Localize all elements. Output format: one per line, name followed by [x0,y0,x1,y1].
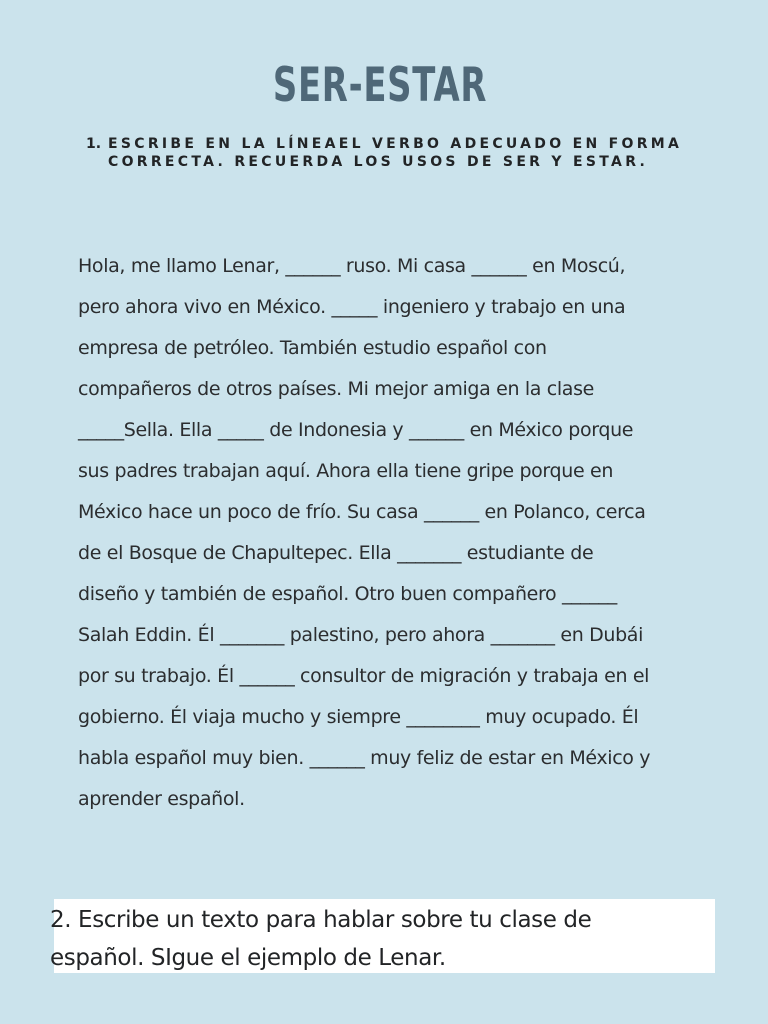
task-2-line-2: español. SIgue el ejemplo de Lenar. [50,945,446,971]
paragraph-line: compañeros de otros países. Mi mejor amiga en la clase [78,378,594,400]
paragraph-line: Salah Eddin. Él _______ palestino, pero ahora _______ en Dubái [78,624,644,646]
instruction-1 [86,135,686,171]
paragraph-line: de el Bosque de Chapultepec. Ella _______ estudiante de [78,542,594,564]
task-2-box [50,899,715,973]
paragraph-line: sus padres trabajan aquí. Ahora ella tiene gripe porque en [78,460,614,482]
paragraph-line: empresa de petróleo. También estudio español con [78,337,547,359]
paragraph-line: por su trabajo. Él ______ consultor de migración y trabaja en el [78,665,650,687]
worksheet-title: SER-ESTAR [272,58,488,113]
instruction-text: ESCRIBE EN LA LÍNEAEL VERBO ADECUADO EN FORMA CORRECTA. RECUERDA LOS USOS DE SER Y ESTAR. [108,136,683,170]
paragraph-line: habla español muy bien. ______ muy feliz de estar en México y [78,747,651,769]
instruction-number: 1. [86,136,102,152]
paragraph-line: aprender español. [78,788,245,810]
paragraph-line: gobierno. Él viaja mucho y siempre ________ muy ocupado. Él [78,706,639,728]
paragraph-line: México hace un poco de frío. Su casa ______ en Polanco, cerca [78,501,646,523]
paragraph-line: Hola, me llamo Lenar, ______ ruso. Mi casa ______ en Moscú, [78,255,626,277]
task-2-line-1: 2. Escribe un texto para hablar sobre tu clase de [50,907,592,933]
paragraph-line: diseño y también de español. Otro buen compañero ______ [78,583,617,605]
paragraph-line: _____Sella. Ella _____ de Indonesia y ______ en México porque [78,419,634,441]
paragraph-line: pero ahora vivo en México. _____ ingeniero y trabajo en una [78,296,626,318]
exercise-paragraph [78,246,698,820]
task-2-text [50,901,730,977]
